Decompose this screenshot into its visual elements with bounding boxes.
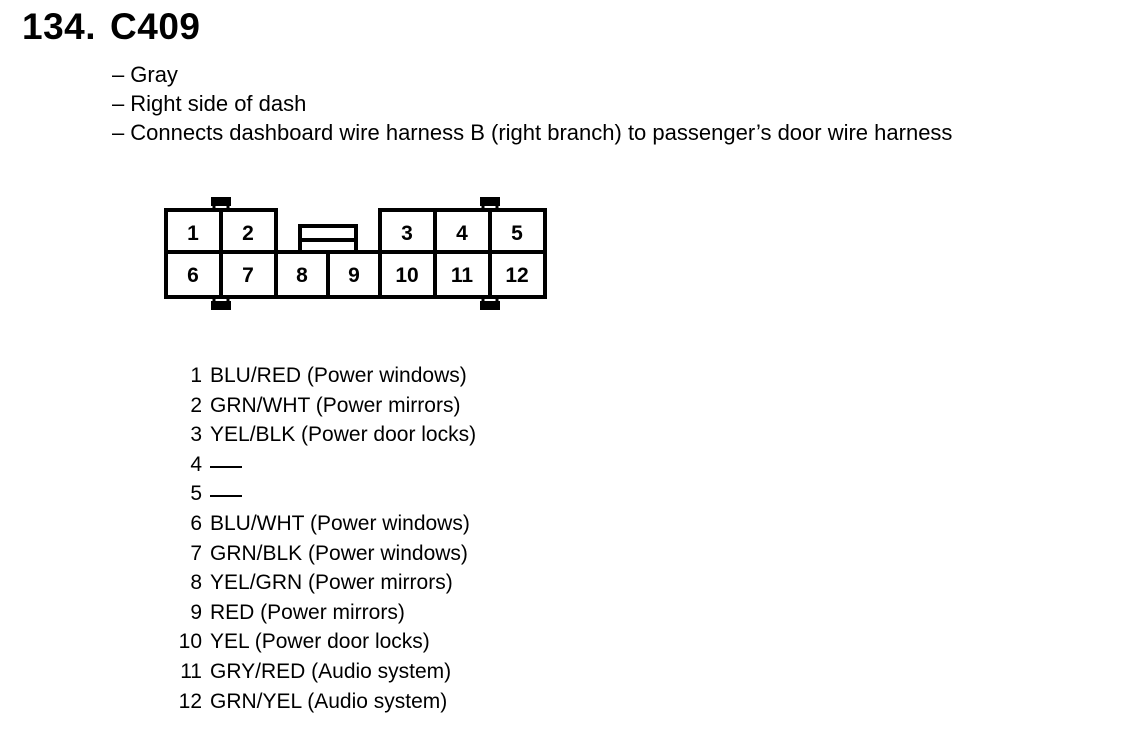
wire-text: BLU/RED (Power windows) (210, 364, 467, 387)
description-location: – Right side of dash (112, 89, 952, 118)
guide-key (480, 301, 500, 310)
wire-item (170, 687, 476, 717)
wire-text: GRY/RED (Audio system) (210, 659, 452, 683)
pin-label-9: 9 (348, 264, 360, 287)
pin-label-8: 8 (296, 264, 308, 287)
wire-pin: 1 (190, 364, 202, 387)
no-wire-dash (210, 466, 242, 468)
pin-label-5: 5 (511, 222, 523, 245)
wire-text: YEL (Power door locks) (210, 630, 430, 654)
wire-pin: 9 (190, 600, 202, 624)
wire-text: GRN/BLK (Power windows) (210, 541, 468, 565)
description-color: – Gray (112, 60, 952, 89)
guide-key (211, 197, 231, 206)
wire-item (170, 361, 476, 391)
guide-key (480, 197, 500, 206)
wire-item (170, 598, 476, 628)
wire-pin: 2 (190, 393, 202, 417)
connector-number: 134. (22, 6, 97, 47)
wire-item (170, 391, 476, 421)
pin-label-1: 1 (187, 222, 199, 245)
pin-label-6: 6 (187, 264, 199, 287)
wire-item (170, 539, 476, 569)
wire-list (170, 361, 476, 716)
wire-item (170, 627, 476, 657)
wire-item (170, 479, 476, 509)
wire-text: RED (Power mirrors) (210, 600, 405, 624)
connector-name: C409 (110, 6, 201, 47)
wire-text: YEL/BLK (Power door locks) (210, 423, 477, 447)
wire-pin: 7 (190, 541, 202, 565)
pin-label-4: 4 (456, 222, 468, 245)
wire-pin: 8 (190, 571, 202, 595)
pin-label-11: 11 (450, 264, 474, 287)
pin-label-7: 7 (242, 264, 254, 287)
wire-item (170, 420, 476, 450)
guide-key (211, 301, 231, 310)
wire-pin: 5 (190, 482, 202, 506)
wire-pin: 4 (190, 452, 202, 476)
wire-pin: 12 (178, 689, 202, 713)
wire-text: YEL/GRN (Power mirrors) (210, 571, 453, 595)
wire-text: GRN/YEL (Audio system) (210, 689, 448, 713)
wire-item (170, 450, 476, 480)
wire-pin: 3 (190, 423, 202, 447)
wire-pin: 10 (178, 630, 202, 654)
wire-pin: 6 (190, 511, 202, 535)
pin-label-10: 10 (395, 264, 419, 287)
wire-text: BLU/WHT (Power windows) (210, 511, 470, 535)
pin-label-3: 3 (401, 222, 413, 245)
wire-text: GRN/WHT (Power mirrors) (210, 393, 461, 417)
locking-tab (300, 226, 356, 240)
pin-label-2: 2 (242, 222, 254, 245)
pin-label-12: 12 (505, 264, 529, 287)
description-connects: – Connects dashboard wire harness B (right branch) to passenger’s door wire harness (112, 118, 952, 147)
wire-item (170, 657, 476, 687)
wire-pin: 11 (180, 659, 202, 683)
no-wire-dash (210, 495, 242, 497)
wire-item (170, 509, 476, 539)
wire-item (170, 568, 476, 598)
